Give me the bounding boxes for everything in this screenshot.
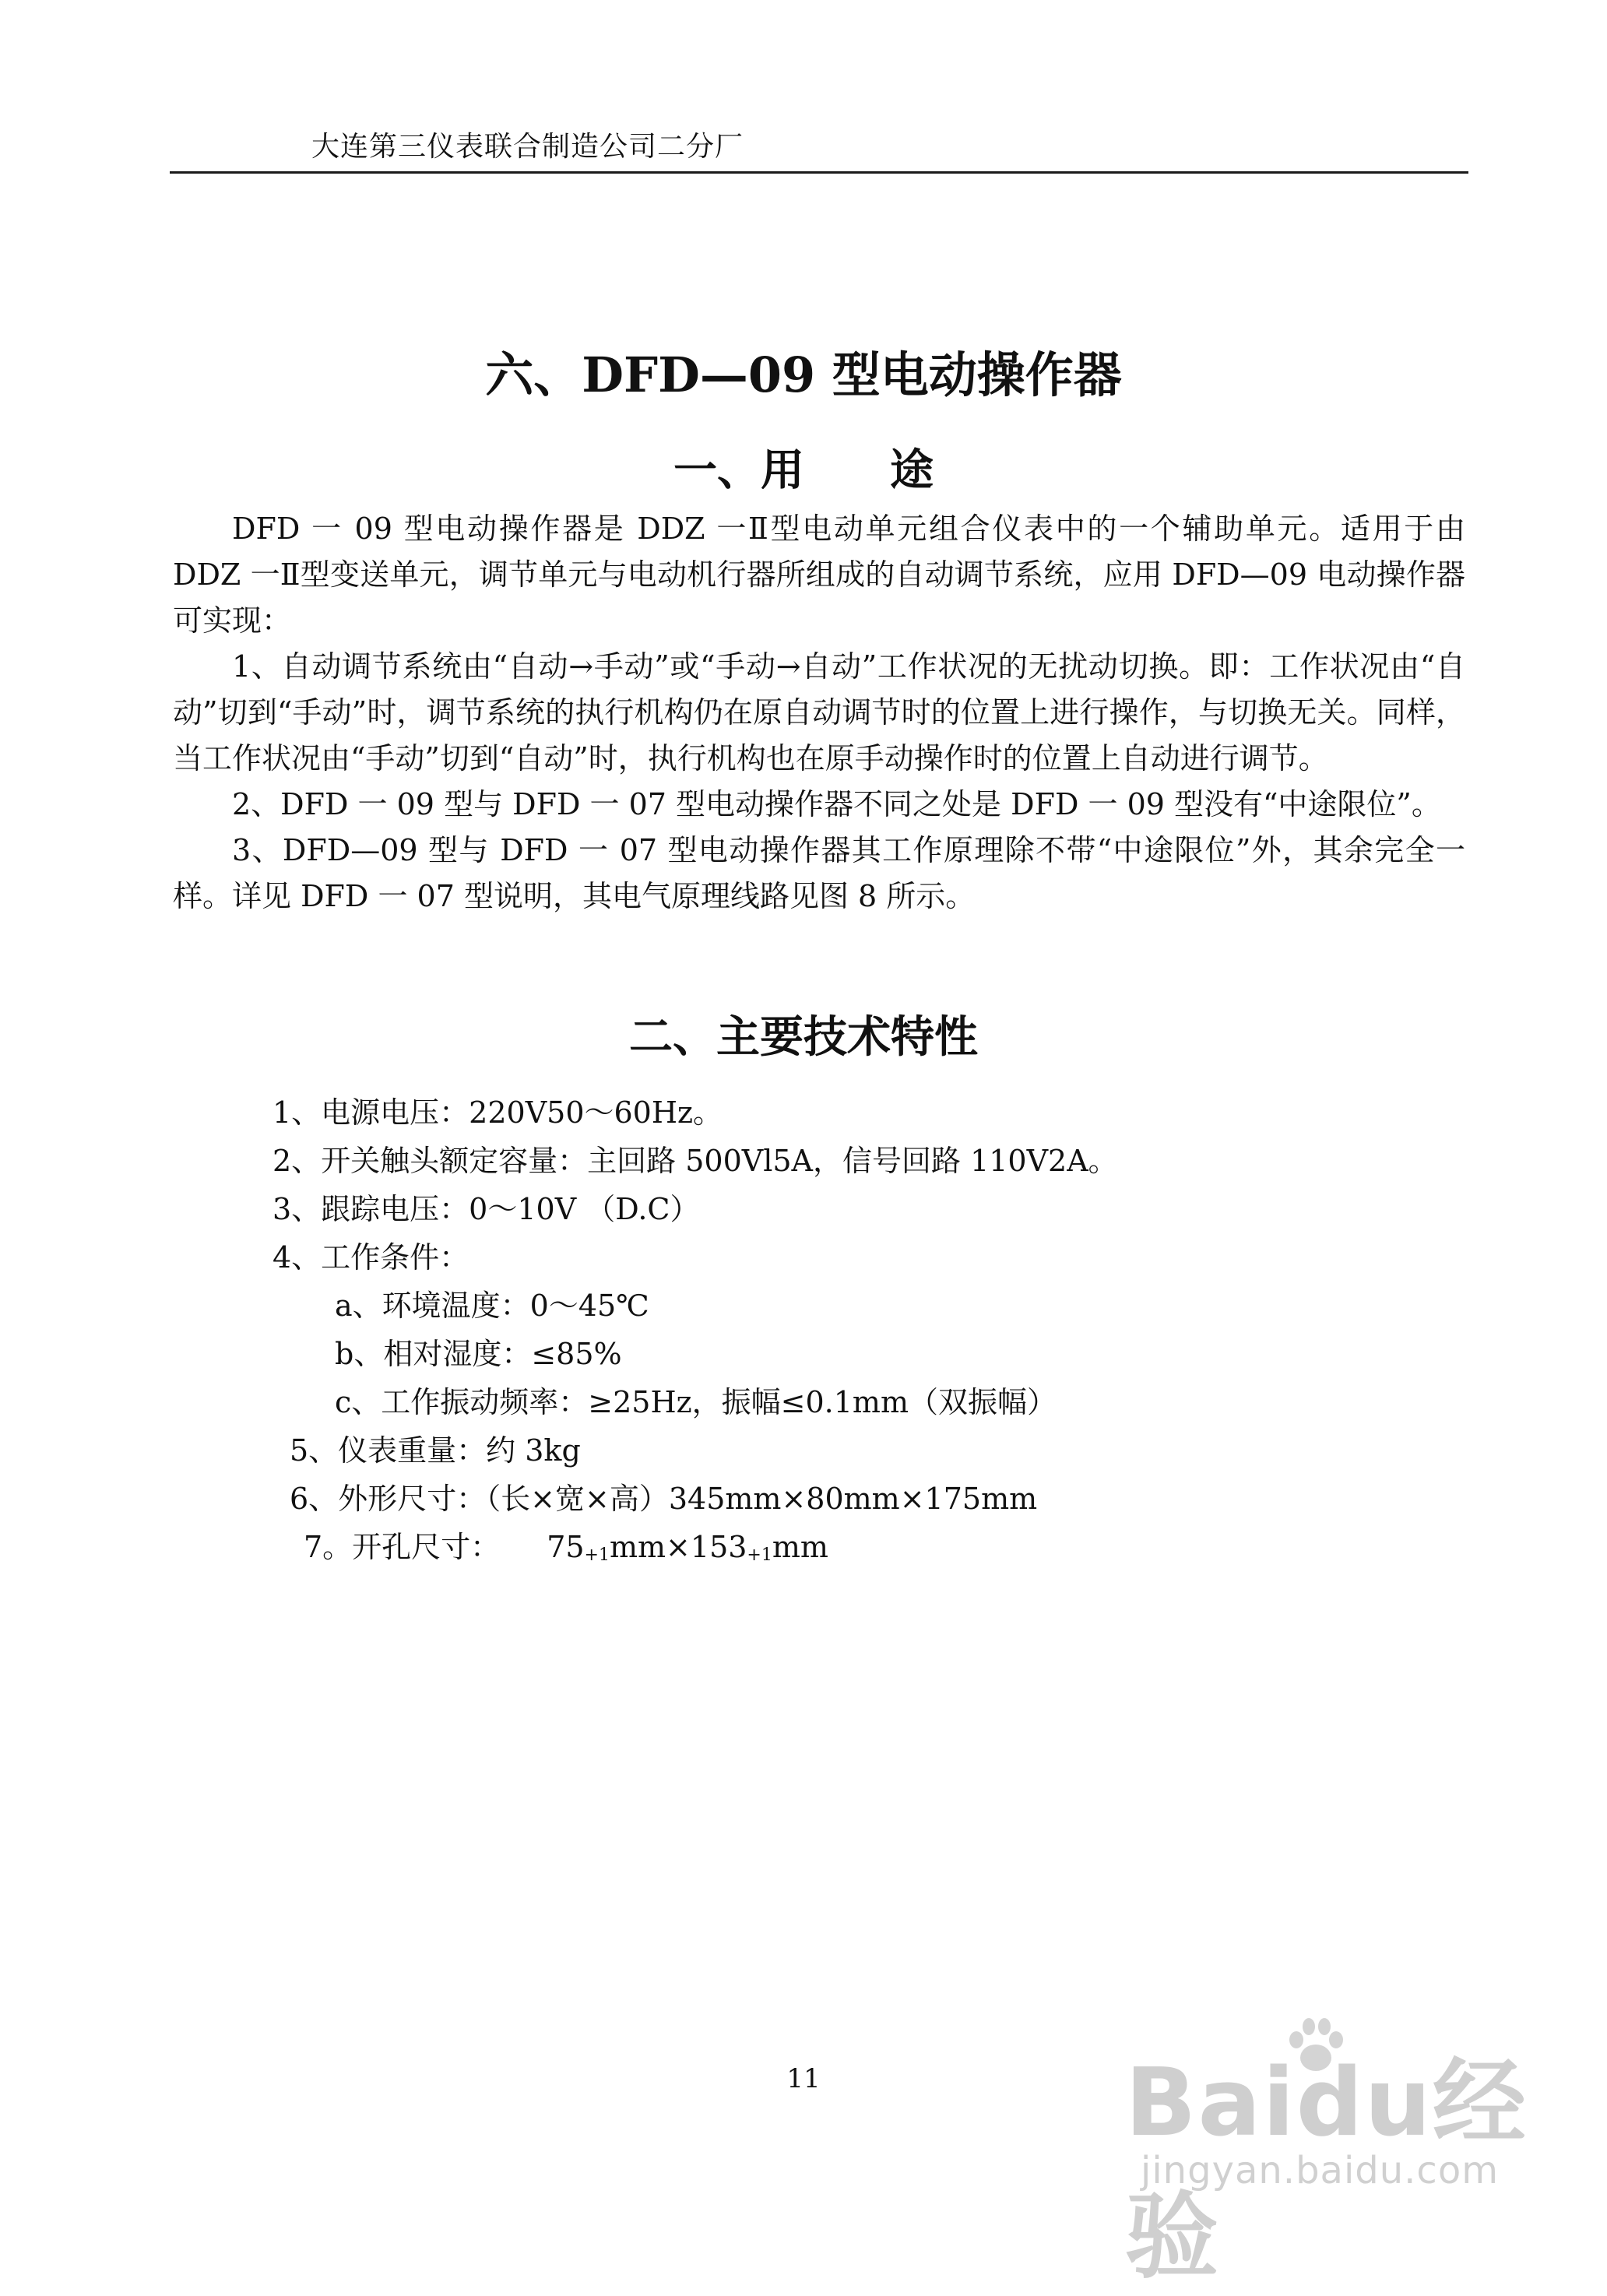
spec-cutout-width: 75 <box>547 1530 585 1564</box>
watermark-url: jingyan.baidu.com <box>1141 2149 1499 2192</box>
spec-dimensions: 6、外形尺寸：（长×宽×高）345mm×80mm×175mm <box>290 1482 1038 1516</box>
baidu-watermark <box>1125 2013 1530 2291</box>
spec-list <box>273 1088 1118 1571</box>
spec-vibration: c、工作振动频率：≥25Hz，振幅≤0.1mm（双振幅） <box>335 1385 1057 1419</box>
section-1-title <box>0 436 1607 498</box>
item-3-paragraph: 3、DFD—09 型与 DFD 一 07 型电动操作器其工作原理除不带“中途限位”外，其余完全一样。详见 DFD 一 07 型说明，其电气原理线路见图 8 所示。 <box>173 833 1465 913</box>
section-2-title: 二、主要技术特性 <box>629 1011 978 1063</box>
spec-ambient-temperature: a、环境温度：0～45℃ <box>335 1289 649 1323</box>
header-company: 大连第三仪表联合制造公司二分厂 <box>311 131 744 163</box>
section-1-body <box>173 506 1465 919</box>
spec-power-supply: 1、电源电压：220V50～60Hz。 <box>273 1095 723 1130</box>
section-1-title-part-b: 途 <box>890 445 934 496</box>
spec-cutout-height-tolerance: +1 <box>747 1545 772 1565</box>
spec-weight: 5、仪表重量：约 3kg <box>290 1433 581 1468</box>
spec-working-conditions: 4、工作条件： <box>273 1240 469 1275</box>
spec-contact-capacity: 2、开关触头额定容量：主回路 500Vl5A，信号回路 110V2A。 <box>273 1144 1118 1178</box>
item-1-paragraph: 1、自动调节系统由“自动→手动”或“手动→自动”工作状况的无扰动切换。即：工作状况由“自动”切到“手动”时，调节系统的执行机构仍在原自动调节时的位置上进行操作，与切换无关。同样，当工作状况由“手动”切到“自动”时，执行机构也在原手动操作时的位置上自动进行调节。 <box>173 649 1465 775</box>
spec-cutout-mid: mm×153 <box>609 1530 747 1564</box>
spec-relative-humidity: b、相对湿度：≤85% <box>335 1337 622 1371</box>
spec-cutout-unit: mm <box>772 1530 828 1564</box>
spec-tracking-voltage: 3、跟踪电压：0～10V （D.C） <box>273 1192 700 1226</box>
watermark-logo: Baidu经验 <box>1125 2049 1528 2291</box>
spec-cutout-width-tolerance: +1 <box>584 1545 610 1565</box>
item-2-paragraph: 2、DFD 一 09 型与 DFD 一 07 型电动操作器不同之处是 DFD 一 09 型没有“中途限位”。 <box>232 787 1441 821</box>
intro-paragraph: DFD 一 09 型电动操作器是 DDZ 一Ⅱ型电动单元组合仪表中的一个辅助单元。适用于由 DDZ 一Ⅱ型变送单元，调节单元与电动机行器所组成的自动调节系统，应用 DFD—09 电动操作器可实现： <box>173 512 1465 638</box>
page-number: 11 <box>786 2063 821 2094</box>
section-1-title-part-a: 一、用 <box>673 445 804 496</box>
spec-cutout-label: 7。开孔尺寸： <box>304 1530 501 1564</box>
page-title: 六、DFD—09 型电动操作器 <box>485 346 1122 403</box>
header-divider <box>170 171 1468 174</box>
spec-cutout-size <box>273 1523 1118 1571</box>
